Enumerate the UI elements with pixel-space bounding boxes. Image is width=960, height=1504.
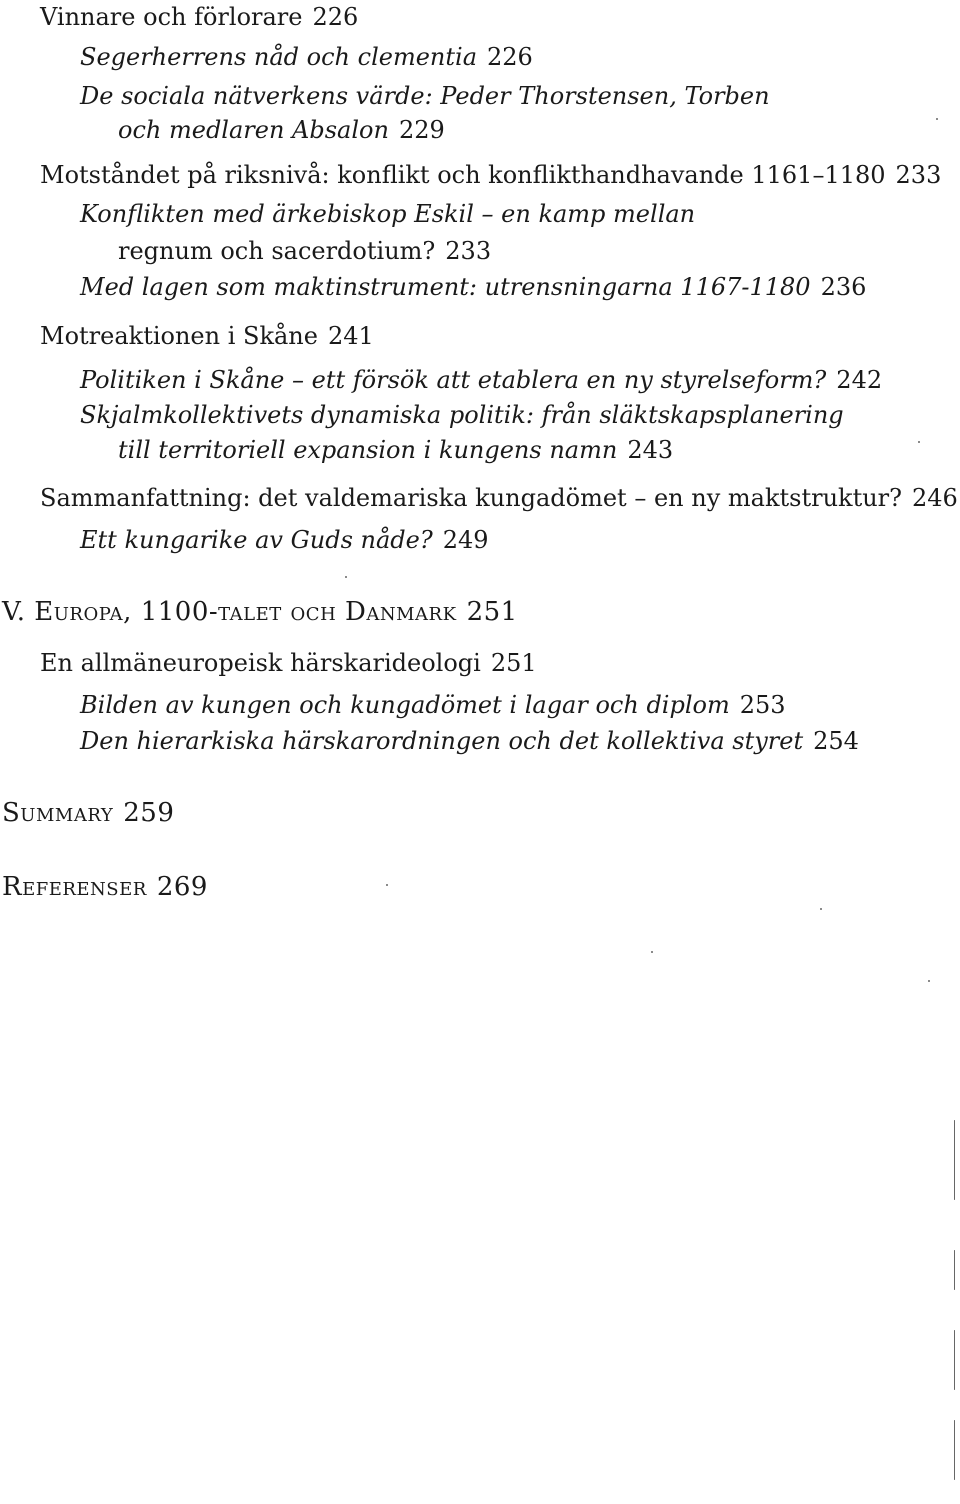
toc-entry-page: 246	[912, 484, 958, 512]
toc-entry-title: Skjalmkollektivets dynamiska politik: från släktskapsplanering	[80, 401, 844, 429]
toc-entry-title: Den hierarkiska härskarordningen och det kollektiva styret	[80, 727, 804, 755]
toc-entry-title: regnum och sacerdotium?	[118, 237, 436, 265]
scan-edge-mark	[954, 1330, 955, 1390]
toc-entry-title: Referenser	[2, 872, 147, 902]
toc-entry-page: 242	[836, 366, 883, 394]
toc-entry-kungarike	[80, 525, 489, 555]
scan-edge-mark	[954, 1120, 955, 1200]
toc-entry-skjalm-line2	[118, 435, 673, 465]
toc-chapter-summary	[2, 798, 174, 828]
toc-entry-page: 229	[398, 116, 445, 144]
toc-entry-sociala-line1	[80, 81, 770, 111]
toc-entry-sammanfattning	[40, 483, 958, 513]
toc-entry-title: till territoriell expansion i kungens namn	[118, 436, 618, 464]
toc-entry-segerherrens	[80, 42, 533, 72]
toc-entry-motreaktionen	[40, 321, 374, 351]
toc-chapter-heading-v	[2, 597, 518, 627]
toc-entry-title: Motreaktionen i Skåne	[40, 322, 318, 350]
toc-entry-konflikten-line1	[80, 199, 695, 229]
scan-speck	[918, 441, 920, 443]
toc-entry-med-lagen	[80, 272, 866, 302]
scan-speck	[386, 884, 388, 886]
toc-entry-title: Vinnare och förlorare	[40, 3, 303, 31]
toc-entry-title: Bilden av kungen och kungadömet i lagar och diplom	[80, 691, 730, 719]
toc-entry-page: 243	[627, 436, 674, 464]
scan-edge-mark	[954, 1250, 955, 1290]
toc-entry-politiken	[80, 365, 882, 395]
scan-speck	[651, 951, 653, 953]
toc-entry-title: Summary	[2, 798, 114, 828]
toc-entry-page: 251	[490, 649, 537, 677]
toc-entry-title: Sammanfattning: det valdemariska kungadömet – en ny maktstruktur?	[40, 484, 903, 512]
toc-entry-hierarkiska	[80, 726, 859, 756]
toc-entry-motstandet	[40, 160, 941, 190]
scan-speck	[345, 576, 347, 578]
toc-entry-page: 241	[327, 322, 374, 350]
toc-chapter-referenser	[2, 872, 208, 902]
scan-speck	[928, 980, 930, 982]
toc-entry-page: 236	[820, 273, 867, 301]
toc-entry-page: 259	[123, 798, 175, 828]
toc-entry-title: Med lagen som maktinstrument: utrensningarna 1167-1180	[80, 273, 811, 301]
toc-entry-page: 249	[442, 526, 489, 554]
toc-entry-konflikten-line2	[118, 236, 491, 266]
toc-entry-title: och medlaren Absalon	[118, 116, 389, 144]
toc-entry-title: Motståndet på riksnivå: konflikt och konflikthandhavande 1161–1180	[40, 161, 886, 189]
toc-entry-allmaneuropeisk	[40, 648, 537, 678]
toc-entry-title: De sociala nätverkens värde: Peder Thorstensen, Torben	[80, 82, 770, 110]
toc-entry-page: 269	[156, 872, 208, 902]
toc-entry-page: 253	[739, 691, 786, 719]
toc-entry-title: En allmäneuropeisk härskarideologi	[40, 649, 481, 677]
toc-entry-title: V. Europa, 1100-talet och Danmark	[2, 597, 457, 627]
scan-speck	[820, 908, 822, 910]
toc-entry-vinnare	[40, 2, 358, 32]
toc-entry-title: Konflikten med ärkebiskop Eskil – en kamp mellan	[80, 200, 696, 228]
toc-entry-bilden	[80, 690, 786, 720]
toc-entry-sociala-line2	[118, 115, 445, 145]
toc-entry-skjalm-line1	[80, 400, 844, 430]
toc-entry-page: 226	[312, 3, 359, 31]
toc-entry-title: Ett kungarike av Guds nåde?	[80, 526, 433, 554]
scan-edge-mark	[954, 1420, 955, 1480]
toc-entry-page: 251	[466, 597, 518, 627]
toc-entry-page: 226	[487, 43, 533, 71]
toc-entry-page: 254	[813, 727, 859, 755]
toc-entry-page: 233	[445, 237, 492, 265]
toc-entry-page: 233	[895, 161, 942, 189]
toc-entry-title: Segerherrens nåd och clementia	[80, 43, 477, 71]
toc-entry-title: Politiken i Skåne – ett försök att etablera en ny styrelseform?	[80, 366, 827, 394]
scan-speck	[936, 118, 938, 120]
